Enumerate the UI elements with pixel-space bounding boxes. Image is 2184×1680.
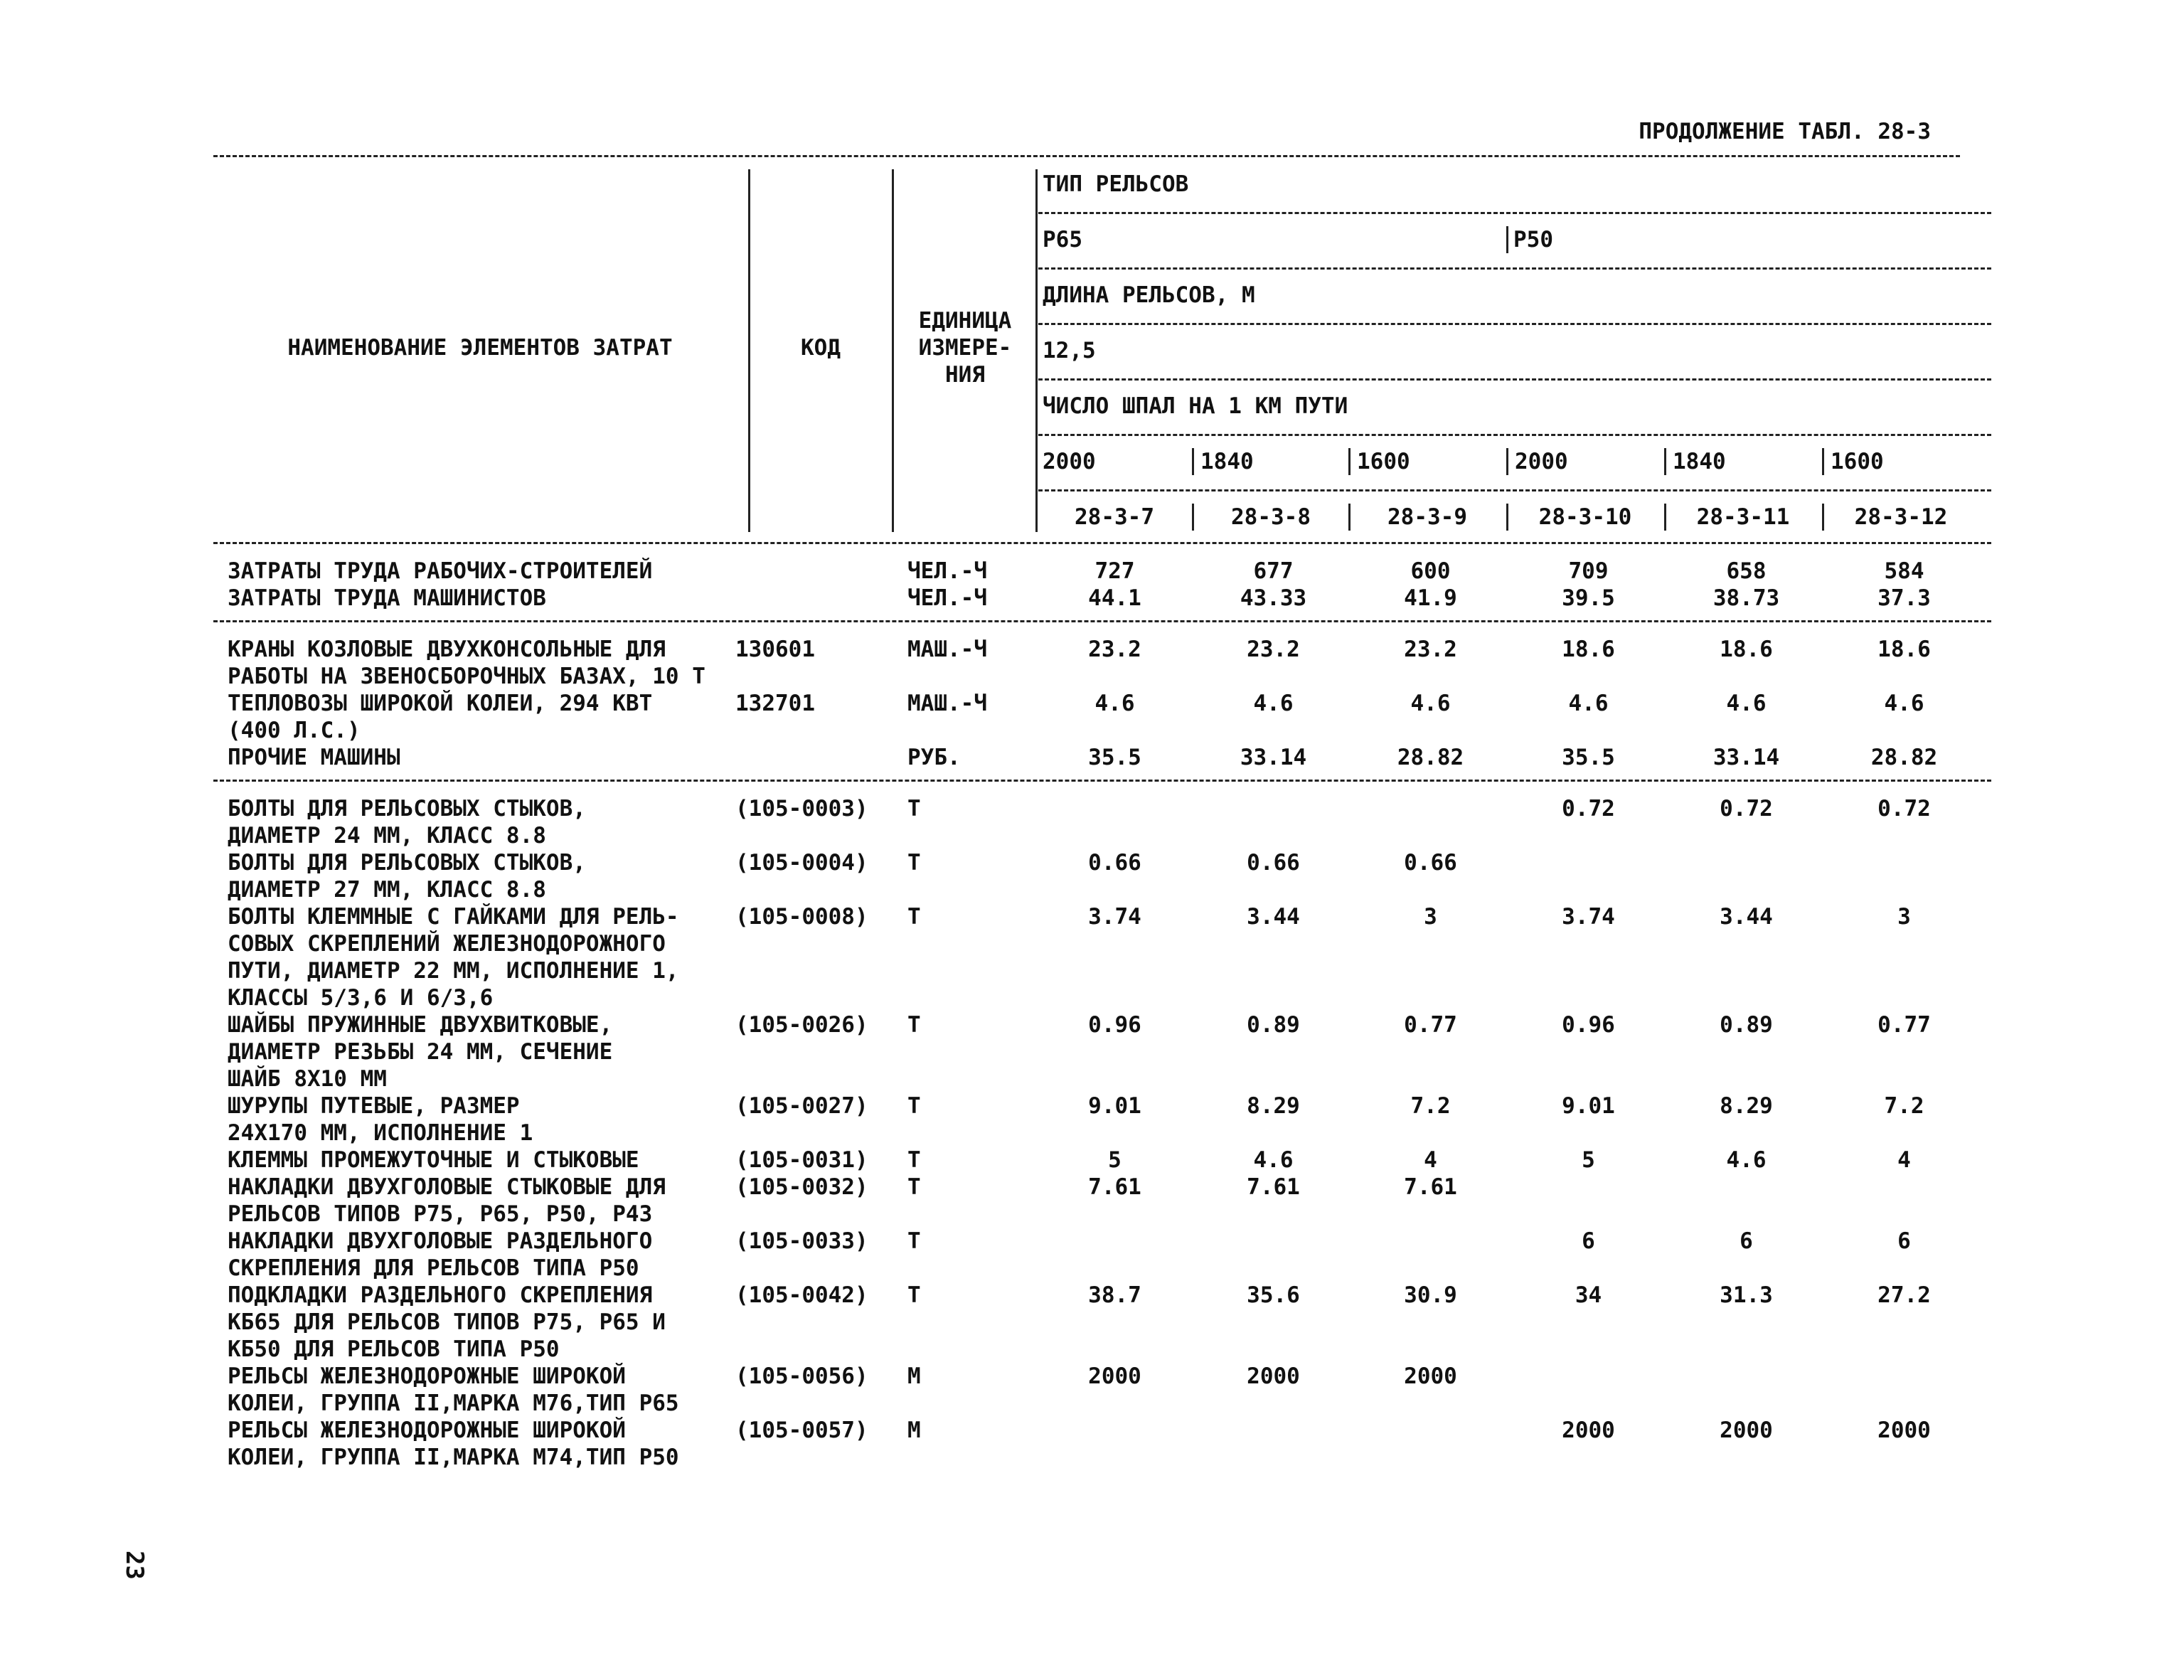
item-value: 0.96	[1562, 1012, 1615, 1038]
item-name-line: КОЛЕИ, ГРУППА II,МАРКА М74,ТИП Р50	[228, 1445, 679, 1470]
item-value: 2000	[1720, 1418, 1773, 1443]
item-code: (105-0056)	[735, 1363, 868, 1389]
code-col-4: 28-3-10	[1538, 504, 1632, 530]
item-value: 38.7	[1088, 1282, 1141, 1308]
sleepers-divider-3	[1348, 448, 1351, 475]
item-value: 23.2	[1404, 637, 1457, 662]
page-number: 23	[120, 1551, 149, 1580]
code-col-6: 28-3-12	[1854, 504, 1948, 530]
item-value: 3.44	[1247, 904, 1300, 930]
item-value: 30.9	[1404, 1282, 1457, 1308]
item-value: 3.74	[1562, 904, 1615, 930]
sleepers-col-6: 1600	[1831, 449, 1884, 474]
item-value: 2000	[1088, 1363, 1141, 1389]
item-value: 44.1	[1088, 585, 1141, 611]
header-unit-2: ИЗМЕРЕ-	[918, 335, 1012, 361]
item-code: (105-0008)	[735, 904, 868, 930]
item-code: (105-0033)	[735, 1228, 868, 1254]
item-unit: МАШ.-Ч	[907, 691, 987, 716]
item-value: 18.6	[1720, 637, 1773, 662]
item-value: 0.72	[1877, 796, 1931, 822]
item-value: 7.61	[1404, 1174, 1457, 1200]
item-unit: М	[907, 1363, 921, 1389]
item-name-line: КЛЕММЫ ПРОМЕЖУТОЧНЫЕ И СТЫКОВЫЕ	[228, 1147, 639, 1173]
item-unit: Т	[907, 1174, 921, 1200]
code-divider-2	[1192, 504, 1194, 531]
item-name-line: ДИАМЕТР 27 ММ, КЛАСС 8.8	[228, 877, 546, 903]
sleepers-col-4: 2000	[1515, 449, 1568, 474]
item-code: 132701	[735, 691, 815, 716]
item-value: 33.14	[1240, 745, 1307, 770]
item-value: 18.6	[1877, 637, 1931, 662]
header-rule-4	[1038, 378, 1991, 381]
item-value: 5	[1582, 1147, 1595, 1173]
item-value: 38.73	[1712, 585, 1780, 611]
item-value: 5	[1108, 1147, 1122, 1173]
item-value: 4	[1897, 1147, 1911, 1173]
item-value: 0.72	[1720, 796, 1773, 822]
continuation-title: ПРОДОЛЖЕНИЕ ТАБЛ. 28-3	[1639, 119, 1931, 144]
item-name-line: ПРОЧИЕ МАШИНЫ	[228, 745, 400, 770]
item-value: 2000	[1877, 1418, 1931, 1443]
item-code: (105-0027)	[735, 1093, 868, 1119]
item-name-line: КОЛЕИ, ГРУППА II,МАРКА М76,ТИП Р65	[228, 1391, 679, 1416]
header-rule-2	[1038, 267, 1991, 270]
rail-length-title: ДЛИНА РЕЛЬСОВ, М	[1043, 282, 1255, 308]
item-value: 23.2	[1088, 637, 1141, 662]
item-name-line: 24X170 ММ, ИСПОЛНЕНИЕ 1	[228, 1120, 533, 1146]
item-value: 9.01	[1562, 1093, 1615, 1119]
code-col-2: 28-3-8	[1231, 504, 1311, 530]
header-divider-code	[892, 169, 894, 532]
item-name-line: СОВЫХ СКРЕПЛЕНИЙ ЖЕЛЕЗНОДОРОЖНОГО	[228, 931, 666, 957]
item-value: 709	[1568, 558, 1609, 584]
item-name-line: КБ65 ДЛЯ РЕЛЬСОВ ТИПОВ Р75, Р65 И	[228, 1309, 666, 1335]
item-name-line: ДИАМЕТР 24 ММ, КЛАСС 8.8	[228, 823, 546, 849]
rail-type-p50: Р50	[1513, 227, 1553, 252]
item-name-line: СКРЕПЛЕНИЯ ДЛЯ РЕЛЬСОВ ТИПА Р50	[228, 1255, 639, 1281]
code-divider-3	[1348, 504, 1351, 531]
item-value: 3	[1897, 904, 1911, 930]
item-unit: М	[907, 1418, 921, 1443]
item-value: 0.77	[1877, 1012, 1931, 1038]
item-unit: Т	[907, 1147, 921, 1173]
item-name-line: НАКЛАДКИ ДВУХГОЛОВЫЕ РАЗДЕЛЬНОГО	[228, 1228, 653, 1254]
item-value: 0.96	[1088, 1012, 1141, 1038]
item-value: 28.82	[1397, 745, 1464, 770]
item-value: 9.01	[1088, 1093, 1141, 1119]
item-value: 31.3	[1720, 1282, 1773, 1308]
sleepers-title: ЧИСЛО ШПАЛ НА 1 КМ ПУТИ	[1043, 393, 1348, 419]
item-unit: Т	[907, 796, 921, 822]
rail-type-title: ТИП РЕЛЬСОВ	[1043, 171, 1189, 197]
item-value: 8.29	[1720, 1093, 1773, 1119]
item-value: 34	[1575, 1282, 1602, 1308]
item-value: 18.6	[1562, 637, 1615, 662]
item-value: 41.9	[1404, 585, 1457, 611]
sleepers-col-1: 2000	[1043, 449, 1096, 474]
item-value: 2000	[1404, 1363, 1457, 1389]
item-unit: Т	[907, 1093, 921, 1119]
item-value: 0.72	[1562, 796, 1615, 822]
item-name-line: (400 Л.С.)	[228, 718, 361, 743]
item-name-line: РЕЛЬСЫ ЖЕЛЕЗНОДОРОЖНЫЕ ШИРОКОЙ	[228, 1418, 626, 1443]
header-code: КОД	[801, 335, 841, 361]
sleepers-col-5: 1840	[1673, 449, 1726, 474]
header-rule-5	[1038, 434, 1991, 436]
item-value: 8.29	[1247, 1093, 1300, 1119]
item-value: 33.14	[1712, 745, 1780, 770]
item-value: 4.6	[1253, 1147, 1294, 1173]
item-value: 7.2	[1410, 1093, 1451, 1119]
item-value: 7.61	[1088, 1174, 1141, 1200]
item-value: 23.2	[1247, 637, 1300, 662]
item-value: 600	[1410, 558, 1451, 584]
item-name-line: РАБОТЫ НА ЗВЕНОСБОРОЧНЫХ БАЗАХ, 10 Т	[228, 664, 705, 689]
item-value: 7.2	[1884, 1093, 1924, 1119]
header-rule-1	[1038, 212, 1991, 214]
item-value: 6	[1740, 1228, 1753, 1254]
item-value: 35.6	[1247, 1282, 1300, 1308]
sleepers-divider-4	[1506, 448, 1508, 475]
item-unit: Т	[907, 1282, 921, 1308]
item-value: 4.6	[1726, 1147, 1767, 1173]
item-value: 4.6	[1253, 691, 1294, 716]
header-name: НАИМЕНОВАНИЕ ЭЛЕМЕНТОВ ЗАТРАТ	[287, 335, 673, 361]
item-value: 43.33	[1240, 585, 1307, 611]
item-value: 28.82	[1870, 745, 1938, 770]
item-code: (105-0042)	[735, 1282, 868, 1308]
item-value: 0.89	[1247, 1012, 1300, 1038]
item-code: (105-0004)	[735, 850, 868, 876]
item-value: 7.61	[1247, 1174, 1300, 1200]
labour-rule	[213, 620, 1991, 622]
item-name-line: ТЕПЛОВОЗЫ ШИРОКОЙ КОЛЕИ, 294 КВТ	[228, 691, 653, 716]
header-rule-6	[1038, 489, 1991, 491]
item-value: 39.5	[1562, 585, 1615, 611]
code-col-3: 28-3-9	[1387, 504, 1467, 530]
item-unit: РУБ.	[907, 745, 961, 770]
item-name-line: БОЛТЫ КЛЕММНЫЕ С ГАЙКАМИ ДЛЯ РЕЛЬ-	[228, 904, 679, 930]
item-value: 677	[1253, 558, 1294, 584]
item-value: 3.44	[1720, 904, 1773, 930]
item-name-line: КЛАССЫ 5/3,6 И 6/3,6	[228, 985, 494, 1011]
item-value: 4.6	[1094, 691, 1135, 716]
item-value: 727	[1094, 558, 1135, 584]
sleepers-divider-6	[1822, 448, 1824, 475]
item-name-line: ЗАТРАТЫ ТРУДА МАШИНИСТОВ	[228, 585, 546, 611]
item-value: 0.66	[1247, 850, 1300, 876]
rail-length-value: 12,5	[1043, 338, 1096, 363]
item-code: (105-0032)	[735, 1174, 868, 1200]
item-name-line: БОЛТЫ ДЛЯ РЕЛЬСОВЫХ СТЫКОВ,	[228, 796, 586, 822]
item-value: 35.5	[1088, 745, 1141, 770]
item-unit: МАШ.-Ч	[907, 637, 987, 662]
item-code: 130601	[735, 637, 815, 662]
item-value: 658	[1726, 558, 1767, 584]
item-unit: ЧЕЛ.-Ч	[907, 585, 987, 611]
item-value: 0.77	[1404, 1012, 1457, 1038]
item-name-line: КРАНЫ КОЗЛОВЫЕ ДВУХКОНСОЛЬНЫЕ ДЛЯ	[228, 637, 666, 662]
item-name-line: ДИАМЕТР РЕЗЬБЫ 24 ММ, СЕЧЕНИЕ	[228, 1039, 613, 1065]
item-value: 6	[1582, 1228, 1595, 1254]
item-name-line: РЕЛЬСЫ ЖЕЛЕЗНОДОРОЖНЫЕ ШИРОКОЙ	[228, 1363, 626, 1389]
item-unit: Т	[907, 1012, 921, 1038]
item-unit: ЧЕЛ.-Ч	[907, 558, 987, 584]
item-value: 0.89	[1720, 1012, 1773, 1038]
sleepers-divider-5	[1664, 448, 1666, 475]
header-unit-3: НИЯ	[945, 362, 985, 388]
item-code: (105-0057)	[735, 1418, 868, 1443]
code-col-1: 28-3-7	[1075, 504, 1154, 530]
header-bottom-rule	[213, 542, 1991, 544]
item-name-line: ПОДКЛАДКИ РАЗДЕЛЬНОГО СКРЕПЛЕНИЯ	[228, 1282, 653, 1308]
item-value: 0.66	[1404, 850, 1457, 876]
top-rule	[213, 155, 1960, 157]
item-value: 6	[1897, 1228, 1911, 1254]
item-name-line: ПУТИ, ДИАМЕТР 22 ММ, ИСПОЛНЕНИЕ 1,	[228, 958, 679, 984]
item-name-line: ШУРУПЫ ПУТЕВЫЕ, РАЗМЕР	[228, 1093, 520, 1119]
item-unit: Т	[907, 1228, 921, 1254]
item-name-line: ЗАТРАТЫ ТРУДА РАБОЧИХ-СТРОИТЕЛЕЙ	[228, 558, 653, 584]
item-unit: Т	[907, 904, 921, 930]
item-value: 4	[1424, 1147, 1437, 1173]
code-divider-4	[1506, 504, 1508, 531]
item-value: 35.5	[1562, 745, 1615, 770]
rail-type-divider	[1506, 226, 1508, 253]
item-name-line: ШАЙБ 8X10 ММ	[228, 1066, 387, 1092]
header-unit-1: ЕДИНИЦА	[918, 308, 1012, 334]
item-value: 2000	[1247, 1363, 1300, 1389]
item-value: 584	[1884, 558, 1924, 584]
item-name-line: РЕЛЬСОВ ТИПОВ Р75, Р65, Р50, Р43	[228, 1201, 653, 1227]
item-value: 4.6	[1410, 691, 1451, 716]
item-value: 4.6	[1568, 691, 1609, 716]
machines-rule	[213, 780, 1991, 782]
code-divider-6	[1822, 504, 1824, 531]
item-value: 4.6	[1884, 691, 1924, 716]
item-unit: Т	[907, 850, 921, 876]
item-value: 4.6	[1726, 691, 1767, 716]
header-rule-3	[1038, 323, 1991, 325]
item-name-line: НАКЛАДКИ ДВУХГОЛОВЫЕ СТЫКОВЫЕ ДЛЯ	[228, 1174, 666, 1200]
item-code: (105-0031)	[735, 1147, 868, 1173]
item-value: 37.3	[1877, 585, 1931, 611]
sleepers-col-3: 1600	[1357, 449, 1410, 474]
code-col-5: 28-3-11	[1696, 504, 1790, 530]
item-name-line: БОЛТЫ ДЛЯ РЕЛЬСОВЫХ СТЫКОВ,	[228, 850, 586, 876]
rail-type-p65: Р65	[1043, 227, 1082, 252]
item-code: (105-0003)	[735, 796, 868, 822]
item-value: 27.2	[1877, 1282, 1931, 1308]
code-divider-5	[1664, 504, 1666, 531]
sleepers-divider-2	[1192, 448, 1194, 475]
item-name-line: ШАЙБЫ ПРУЖИННЫЕ ДВУХВИТКОВЫЕ,	[228, 1012, 613, 1038]
item-code: (105-0026)	[735, 1012, 868, 1038]
item-name-line: КБ50 ДЛЯ РЕЛЬСОВ ТИПА Р50	[228, 1336, 560, 1362]
item-value: 3.74	[1088, 904, 1141, 930]
item-value: 3	[1424, 904, 1437, 930]
item-value: 2000	[1562, 1418, 1615, 1443]
item-value: 0.66	[1088, 850, 1141, 876]
header-divider-unit	[1035, 169, 1038, 532]
sleepers-col-2: 1840	[1200, 449, 1254, 474]
